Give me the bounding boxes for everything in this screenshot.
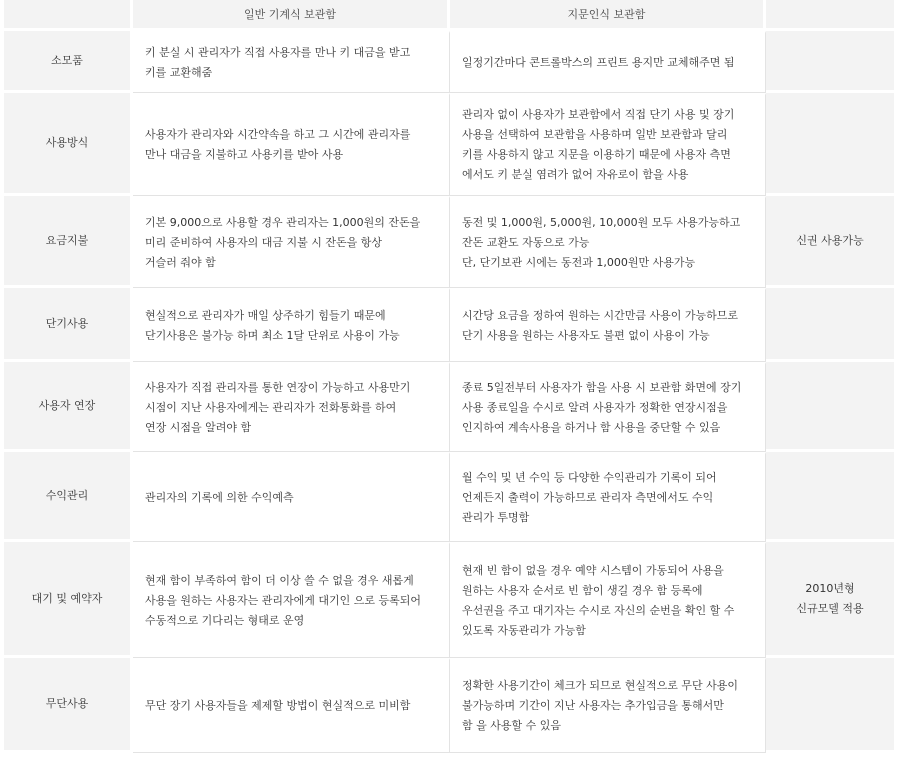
row-label: 대기 및 예약자 bbox=[4, 542, 133, 658]
fingerprint-locker-cell-line: 원하는 사용자 순서로 빈 함이 생길 경우 함 등록에 bbox=[462, 583, 703, 597]
mechanical-locker-cell-line: 현실적으로 관리자가 매일 상주하기 힘들기 때문에 bbox=[145, 308, 386, 322]
note-cell bbox=[766, 362, 897, 452]
row-label: 수익관리 bbox=[4, 452, 133, 542]
table-row bbox=[4, 31, 897, 93]
mechanical-locker-cell-line: 사용자가 직접 관리자를 통한 연장이 가능하고 사용만기 bbox=[145, 380, 411, 394]
mechanical-locker-cell-line: 수동적으로 기다리는 형태로 운영 bbox=[145, 613, 305, 627]
fingerprint-locker-cell bbox=[450, 31, 766, 93]
note-cell-line: 신권 사용가능 bbox=[796, 233, 864, 247]
note-cell-line: 2010년형 bbox=[805, 581, 855, 595]
row-label: 소모품 bbox=[4, 31, 133, 93]
mechanical-locker-cell bbox=[133, 288, 450, 362]
header-row bbox=[4, 0, 897, 31]
mechanical-locker-cell bbox=[133, 658, 450, 753]
mechanical-locker-cell-line: 무단 장기 사용자들을 제제할 방법이 현실적으로 미비함 bbox=[145, 699, 411, 712]
fingerprint-locker-cell-line: 동전 및 1,000원, 5,000원, 10,000원 모두 사용가능하고 bbox=[462, 215, 741, 229]
row-label: 사용자 연장 bbox=[4, 362, 133, 452]
row-label: 무단사용 bbox=[4, 658, 133, 753]
fingerprint-locker-cell-line: 정확한 사용기간이 체크가 되므로 현실적으로 무단 사용이 bbox=[462, 679, 739, 692]
fingerprint-locker-cell bbox=[450, 542, 766, 658]
fingerprint-locker-cell bbox=[450, 93, 766, 196]
fingerprint-locker-cell-line: 언제든지 출력이 가능하므로 관리자 측면에서도 수익 bbox=[462, 490, 714, 504]
mechanical-locker-cell-line: 만나 대금을 지불하고 사용키를 받아 사용 bbox=[145, 148, 344, 161]
fingerprint-locker-cell-line: 관리가 투명함 bbox=[462, 510, 530, 524]
comparison-table-container bbox=[4, 0, 897, 753]
fingerprint-locker-cell-line: 현재 빈 함이 없을 경우 예약 시스템이 가동되어 사용을 bbox=[462, 563, 724, 577]
fingerprint-locker-cell-line: 함 을 사용할 수 있음 bbox=[462, 719, 561, 732]
mechanical-locker-cell bbox=[133, 542, 450, 658]
mechanical-locker-cell bbox=[133, 31, 450, 93]
mechanical-locker-cell-line: 현재 함이 부족하여 함이 더 이상 쓸 수 없을 경우 새롭게 bbox=[145, 573, 414, 587]
fingerprint-locker-cell-line: 불가능하며 기간이 지난 사용자는 추가입금을 통해서만 bbox=[462, 699, 724, 712]
fingerprint-locker-cell-line: 사용을 선택하여 보관함을 사용하며 일반 보관함과 달리 bbox=[462, 128, 728, 141]
table-row bbox=[4, 93, 897, 196]
mechanical-locker-cell-line: 연장 시점을 알려야 함 bbox=[145, 420, 252, 434]
fingerprint-locker-cell-line: 잔돈 교환도 자동으로 가능 bbox=[462, 235, 590, 249]
note-cell-line: 신규모델 적용 bbox=[796, 601, 864, 615]
mechanical-locker-cell-line: 거슬러 줘야 함 bbox=[145, 255, 216, 269]
table-row bbox=[4, 658, 897, 753]
mechanical-locker-cell-line: 키 분실 시 관리자가 직접 사용자를 만나 키 대금을 받고 bbox=[145, 45, 411, 59]
header-mechanical-locker: 일반 기계식 보관함 bbox=[133, 0, 450, 31]
fingerprint-locker-cell-line: 에서도 키 분실 염려가 없어 자유로이 함을 사용 bbox=[462, 168, 689, 181]
fingerprint-locker-cell-line: 우선권을 주고 대기자는 수시로 자신의 순번을 확인 할 수 bbox=[462, 603, 735, 617]
row-label: 단기사용 bbox=[4, 288, 133, 362]
table-body bbox=[4, 31, 897, 753]
note-cell bbox=[766, 31, 897, 93]
mechanical-locker-cell-line: 사용을 원하는 사용자는 관리자에게 대기인 으로 등록되어 bbox=[145, 593, 422, 607]
note-cell bbox=[766, 93, 897, 196]
mechanical-locker-cell-line: 기본 9,000으로 사용할 경우 관리자는 1,000원의 잔돈을 bbox=[145, 215, 421, 229]
row-label: 사용방식 bbox=[4, 93, 133, 196]
fingerprint-locker-cell-line: 월 수익 및 년 수익 등 다양한 수익관리가 기록이 되어 bbox=[462, 470, 717, 484]
fingerprint-locker-cell bbox=[450, 658, 766, 753]
note-cell bbox=[766, 658, 897, 753]
mechanical-locker-cell-line: 키를 교환해줌 bbox=[145, 65, 213, 79]
fingerprint-locker-cell-line: 인지하여 계속사용을 하거나 함 사용을 중단할 수 있음 bbox=[462, 420, 721, 434]
note-cell bbox=[766, 542, 897, 658]
comparison-table bbox=[4, 0, 897, 753]
mechanical-locker-cell-line: 사용자가 관리자와 시간약속을 하고 그 시간에 관리자를 bbox=[145, 128, 411, 141]
mechanical-locker-cell bbox=[133, 362, 450, 452]
mechanical-locker-cell-line: 단기사용은 불가능 하며 최소 1달 단위로 사용이 가능 bbox=[145, 328, 400, 342]
fingerprint-locker-cell bbox=[450, 288, 766, 362]
mechanical-locker-cell-line: 미리 준비하여 사용자의 대금 지불 시 잔돈을 항상 bbox=[145, 235, 382, 249]
header-fingerprint-locker: 지문인식 보관함 bbox=[450, 0, 766, 31]
header-blank bbox=[4, 0, 133, 31]
table-row bbox=[4, 288, 897, 362]
fingerprint-locker-cell-line: 단기 사용을 원하는 사용자도 불편 없이 사용이 가능 bbox=[462, 328, 710, 342]
table-row bbox=[4, 362, 897, 452]
mechanical-locker-cell bbox=[133, 196, 450, 288]
fingerprint-locker-cell-line: 단, 단기보관 시에는 동전과 1,000원만 사용가능 bbox=[462, 255, 696, 269]
fingerprint-locker-cell-line: 종료 5일전부터 사용자가 함을 사용 시 보관함 화면에 장기 bbox=[462, 380, 742, 394]
mechanical-locker-cell bbox=[133, 452, 450, 542]
fingerprint-locker-cell-line: 시간당 요금을 정하여 원하는 시간만큼 사용이 가능하므로 bbox=[462, 308, 739, 322]
row-label: 요금지불 bbox=[4, 196, 133, 288]
fingerprint-locker-cell-line: 관리자 없이 사용자가 보관함에서 직접 단기 사용 및 장기 bbox=[462, 108, 735, 121]
table-row bbox=[4, 542, 897, 658]
table-row bbox=[4, 196, 897, 288]
note-cell bbox=[766, 288, 897, 362]
mechanical-locker-cell bbox=[133, 93, 450, 196]
fingerprint-locker-cell bbox=[450, 362, 766, 452]
fingerprint-locker-cell-line: 일정기간마다 콘트롤박스의 프린트 용지만 교체해주면 됨 bbox=[462, 55, 735, 69]
fingerprint-locker-cell-line: 키를 사용하지 않고 지문을 이용하기 때문에 사용자 측면 bbox=[462, 148, 731, 161]
note-cell bbox=[766, 196, 897, 288]
note-cell bbox=[766, 452, 897, 542]
fingerprint-locker-cell bbox=[450, 452, 766, 542]
fingerprint-locker-cell-line: 있도록 자동관리가 가능함 bbox=[462, 623, 586, 637]
fingerprint-locker-cell-line: 사용 종료일을 수시로 알려 사용자가 정확한 연장시점을 bbox=[462, 400, 728, 414]
mechanical-locker-cell-line: 시점이 지난 사용자에게는 관리자가 전화통화를 하여 bbox=[145, 400, 397, 414]
header-note bbox=[766, 0, 897, 31]
table-row bbox=[4, 452, 897, 542]
mechanical-locker-cell-line: 관리자의 기록에 의한 수익예측 bbox=[145, 490, 294, 504]
fingerprint-locker-cell bbox=[450, 196, 766, 288]
